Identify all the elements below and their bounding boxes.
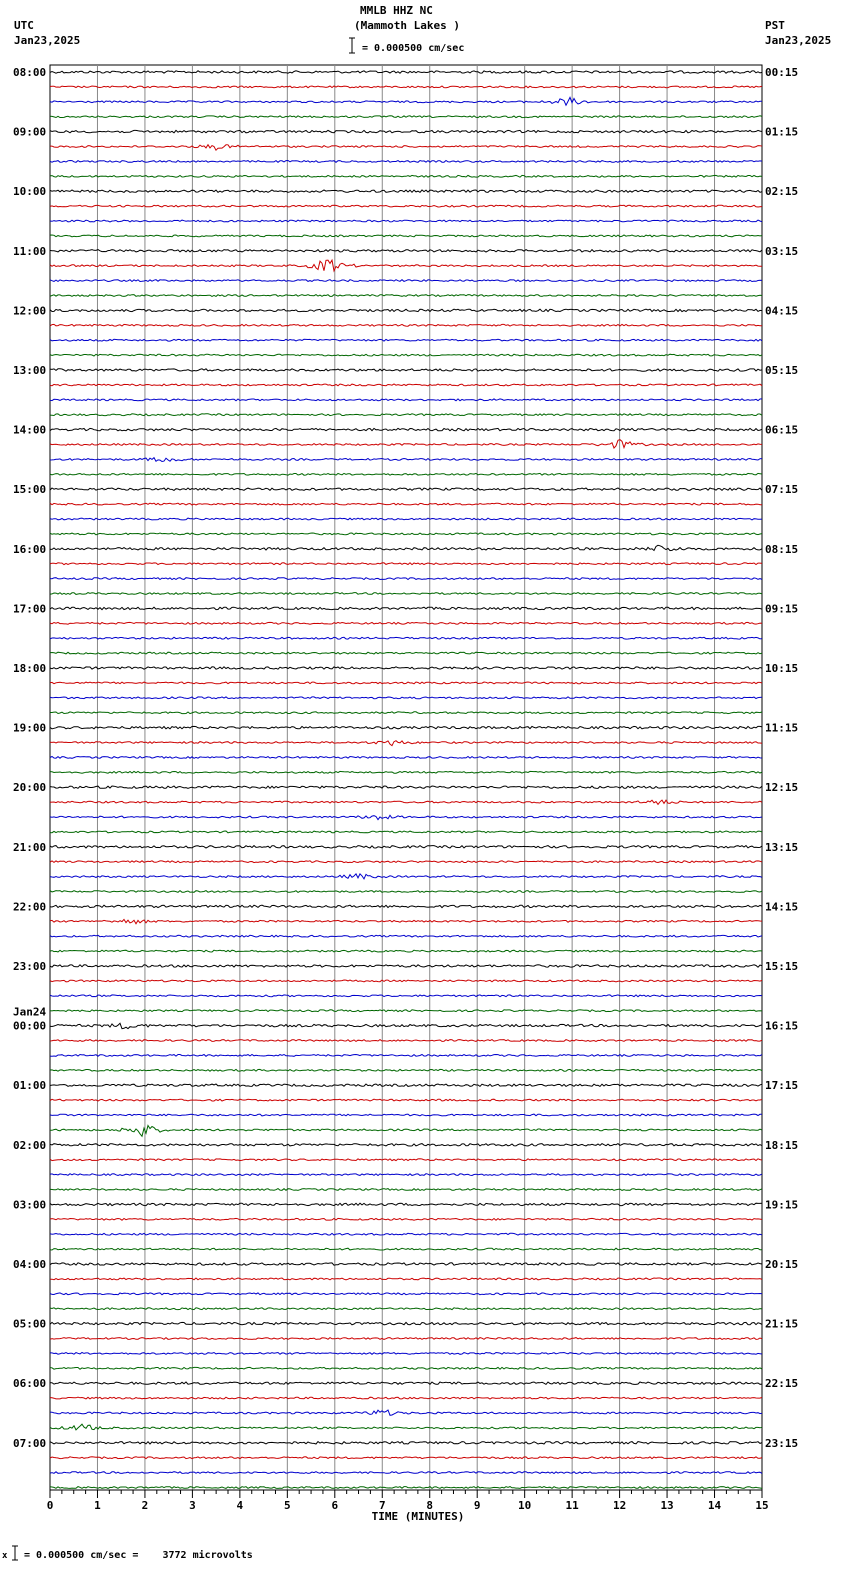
utc-hour-label: 15:00	[13, 483, 47, 497]
seismic-trace	[50, 667, 762, 669]
pst-hour-label: 07:15	[765, 483, 799, 497]
utc-hour-label: 00:00	[13, 1019, 47, 1033]
seismic-trace	[50, 250, 762, 252]
seismic-trace	[50, 130, 762, 132]
seismic-trace	[50, 1410, 762, 1415]
pst-hour-label: 06:15	[765, 423, 799, 437]
x-tick-label: 10	[518, 1499, 532, 1512]
utc-hour-label: 23:00	[13, 960, 47, 973]
pst-hour-label: 02:15	[765, 185, 799, 199]
seismic-trace	[50, 1263, 762, 1265]
right-date: Jan23,2025	[765, 34, 832, 47]
utc-hour-label: 16:00	[13, 542, 47, 556]
pst-hour-label: 14:15	[765, 900, 799, 914]
seismic-trace	[50, 757, 762, 759]
x-tick-label: 13	[660, 1499, 674, 1512]
scale-note-top: = 0.000500 cm/sec	[362, 43, 465, 54]
x-tick-label: 5	[284, 1499, 291, 1512]
seismic-trace	[50, 607, 762, 609]
x-tick-label: 3	[189, 1499, 196, 1512]
x-tick-label: 1	[94, 1499, 101, 1512]
utc-hour-label: 01:00	[13, 1079, 47, 1093]
seismic-trace	[50, 235, 762, 237]
pst-hour-label: 13:15	[765, 840, 799, 854]
seismic-trace	[50, 414, 762, 416]
minute-gridlines	[97, 65, 714, 1490]
seismic-trace	[50, 995, 762, 997]
seismic-trace	[50, 190, 762, 192]
utc-hour-label: 22:00	[13, 900, 47, 914]
x-tick-label: 14	[707, 1499, 722, 1512]
scale-bar-icon	[349, 38, 355, 53]
seismic-trace	[50, 503, 762, 505]
pst-hour-label: 01:15	[765, 125, 799, 139]
pst-hour-label: 04:15	[765, 304, 799, 318]
seismic-trace	[50, 1233, 762, 1235]
utc-hour-label: 12:00	[13, 304, 47, 318]
utc-hour-label: 11:00	[13, 244, 47, 258]
seismic-trace	[50, 473, 762, 475]
x-tick-label: 7	[378, 1499, 386, 1512]
seismic-trace	[50, 1126, 762, 1137]
seismic-trace	[50, 1114, 762, 1116]
seismic-trace	[50, 712, 762, 714]
pst-hour-label: 10:15	[765, 662, 799, 675]
utc-hour-label: 08:00	[13, 66, 47, 79]
seismic-trace	[50, 741, 762, 746]
utc-hour-label: 06:00	[13, 1377, 47, 1391]
utc-hour-label: 09:00	[13, 125, 47, 139]
seismic-trace	[50, 1367, 762, 1369]
utc-hour-label: 17:00	[13, 602, 47, 616]
seismic-trace	[50, 786, 762, 788]
seismic-trace	[50, 919, 762, 923]
pst-hour-label: 21:15	[765, 1317, 799, 1331]
seismic-trace	[50, 965, 762, 967]
scale-note-bottom: = 0.000500 cm/sec = 3772 microvolts	[24, 1550, 253, 1561]
seismic-trace	[50, 1099, 762, 1101]
seismic-trace	[50, 800, 762, 804]
seismic-trace	[50, 280, 762, 282]
x-tick-label: 8	[426, 1499, 434, 1512]
seismic-trace	[50, 563, 762, 565]
seismic-trace	[50, 1203, 762, 1205]
utc-hour-label: 13:00	[13, 364, 47, 377]
pst-hour-label: 22:15	[765, 1377, 799, 1391]
seismic-trace	[50, 935, 762, 937]
seismic-trace	[50, 1040, 762, 1042]
seismic-trace	[50, 1442, 762, 1444]
seismic-trace	[50, 161, 762, 163]
seismic-trace	[50, 116, 762, 118]
seismic-trace	[50, 533, 762, 535]
seismic-trace	[50, 697, 762, 699]
seismic-trace	[50, 815, 762, 819]
seismic-trace	[50, 399, 762, 401]
seismic-trace	[50, 1055, 762, 1057]
seismic-trace	[50, 145, 762, 151]
seismic-trace	[50, 205, 762, 207]
seismic-trace	[50, 1472, 762, 1474]
footer-scale-bar-icon	[12, 1546, 18, 1560]
seismic-trace	[50, 652, 762, 654]
pst-hour-label: 08:15	[765, 542, 799, 556]
pst-hour-label: 16:15	[765, 1019, 799, 1033]
utc-hour-label: 21:00	[13, 840, 47, 854]
seismic-trace	[50, 369, 762, 371]
x-axis	[47, 1490, 769, 1512]
footer-marker: x	[2, 1551, 8, 1561]
seismic-trace	[50, 1457, 762, 1459]
seismic-trace	[50, 1248, 762, 1250]
pst-hour-label: 17:15	[765, 1079, 799, 1093]
plot-frame	[50, 65, 762, 1490]
utc-hour-label: 18:00	[13, 662, 47, 675]
seismic-trace	[50, 1353, 762, 1355]
pst-hour-label: 20:15	[765, 1258, 799, 1271]
utc-hour-label: 19:00	[13, 721, 47, 735]
seismic-trace	[50, 97, 762, 105]
seismic-trace	[50, 831, 762, 833]
x-axis-title: TIME (MINUTES)	[371, 1510, 465, 1523]
seismic-trace	[50, 578, 762, 580]
seismic-trace	[50, 682, 762, 684]
seismic-trace	[50, 1322, 762, 1324]
utc-hour-label: 20:00	[13, 781, 47, 795]
seismic-trace	[50, 726, 762, 728]
seismic-trace	[50, 260, 762, 271]
pst-hour-label: 09:15	[765, 602, 799, 616]
seismic-trace	[50, 1487, 762, 1489]
seismic-trace	[50, 771, 762, 773]
pst-hour-label: 03:15	[765, 244, 799, 258]
seismic-trace	[50, 1069, 762, 1071]
seismic-trace	[50, 1424, 762, 1430]
seismic-trace	[50, 1174, 762, 1176]
utc-hour-label: 02:00	[13, 1138, 47, 1152]
x-tick-label: 0	[46, 1499, 54, 1512]
seismic-trace	[50, 324, 762, 326]
seismic-traces	[50, 71, 762, 1489]
seismic-trace	[50, 1382, 762, 1384]
pst-hour-label: 11:15	[765, 721, 799, 735]
seismic-trace	[50, 71, 762, 73]
seismic-trace	[50, 1218, 762, 1220]
seismic-trace	[50, 1278, 762, 1280]
seismic-trace	[50, 86, 762, 88]
seismic-trace	[50, 593, 762, 595]
seismic-trace	[50, 1397, 762, 1399]
seismic-trace	[50, 1023, 762, 1028]
utc-hour-label: 10:00	[13, 185, 47, 199]
pst-hour-label: 18:15	[765, 1138, 799, 1152]
seismic-trace	[50, 1010, 762, 1012]
seismic-trace	[50, 905, 762, 907]
pst-hour-label: 00:15	[765, 66, 799, 79]
x-tick-label: 2	[141, 1499, 149, 1512]
seismic-trace	[50, 980, 762, 982]
utc-hour-label: 05:00	[13, 1317, 47, 1331]
seismic-trace	[50, 428, 762, 430]
seismic-trace	[50, 1159, 762, 1161]
date-change-label: Jan24	[13, 1005, 47, 1019]
left-timezone: UTC	[14, 19, 34, 32]
seismic-trace	[50, 891, 762, 893]
seismic-trace	[50, 637, 762, 639]
x-tick-label: 4	[236, 1499, 244, 1512]
seismic-trace	[50, 488, 762, 490]
seismic-trace	[50, 846, 762, 848]
seismic-trace	[50, 518, 762, 520]
seismic-trace	[50, 1308, 762, 1310]
x-tick-label: 12	[612, 1499, 627, 1512]
seismic-trace	[50, 175, 762, 177]
seismic-trace	[50, 1293, 762, 1295]
pst-hour-label: 15:15	[765, 960, 799, 973]
left-date: Jan23,2025	[14, 34, 81, 47]
pst-hour-label: 23:15	[765, 1436, 799, 1450]
seismic-trace	[50, 295, 762, 297]
pst-hour-label: 12:15	[765, 781, 799, 795]
pst-hour-label: 19:15	[765, 1198, 799, 1212]
seismic-trace	[50, 545, 762, 550]
utc-hour-label: 03:00	[13, 1198, 47, 1212]
station-title: MMLB HHZ NC	[360, 4, 433, 17]
seismic-trace	[50, 622, 762, 624]
seismic-trace	[50, 309, 762, 311]
seismic-trace	[50, 874, 762, 879]
x-tick-label: 15	[755, 1499, 769, 1512]
seismic-trace	[50, 861, 762, 863]
utc-hour-label: 07:00	[13, 1436, 47, 1450]
seismic-trace	[50, 950, 762, 952]
location-title: (Mammoth Lakes )	[354, 19, 460, 32]
x-tick-label: 6	[331, 1499, 339, 1512]
seismic-trace	[50, 1189, 762, 1191]
right-timezone: PST	[765, 19, 785, 32]
seismic-trace	[50, 1338, 762, 1340]
utc-hour-label: 14:00	[13, 423, 47, 437]
seismic-trace	[50, 1084, 762, 1086]
seismic-trace	[50, 339, 762, 341]
seismic-trace	[50, 440, 762, 448]
seismic-trace	[50, 384, 762, 386]
seismic-trace	[50, 458, 762, 462]
seismic-trace	[50, 354, 762, 356]
x-tick-label: 9	[473, 1499, 481, 1512]
pst-hour-label: 05:15	[765, 364, 799, 377]
seismic-trace	[50, 220, 762, 222]
utc-hour-label: 04:00	[13, 1258, 47, 1271]
seismic-trace	[50, 1144, 762, 1146]
x-tick-label: 11	[565, 1499, 579, 1512]
